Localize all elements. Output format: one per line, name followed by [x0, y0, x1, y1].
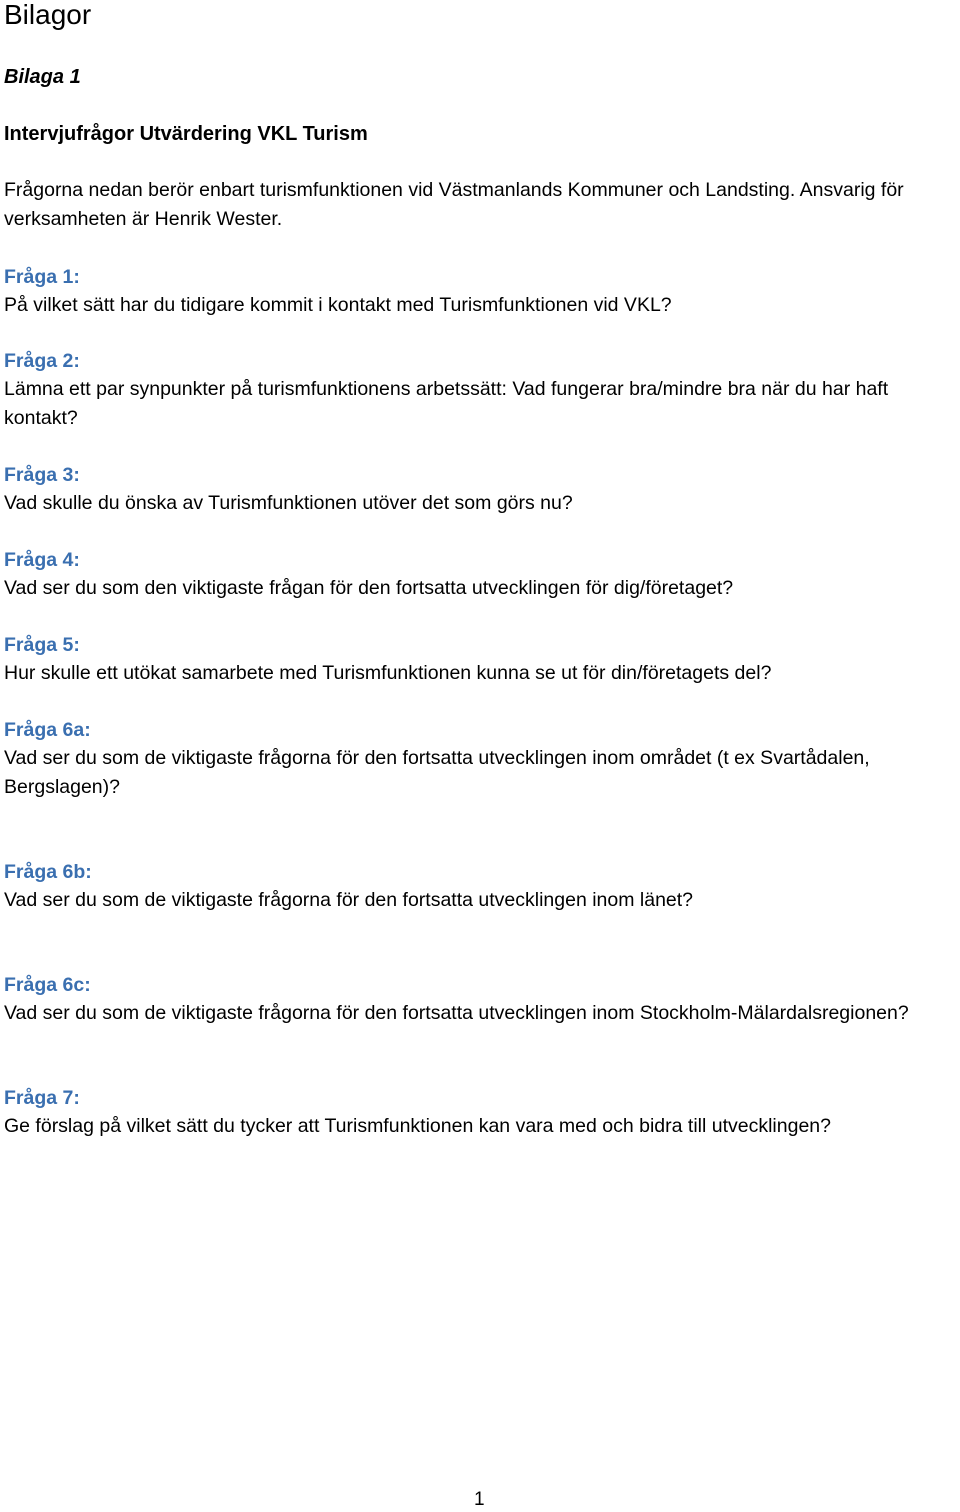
- question-5: [4, 631, 956, 688]
- question-label: Fråga 7:: [4, 1087, 80, 1109]
- question-text: Vad skulle du önska av Turismfunktionen utöver det som görs nu?: [4, 492, 573, 514]
- question-text: På vilket sätt har du tidigare kommit i kontakt med Turismfunktionen vid VKL?: [4, 294, 672, 316]
- question-2: [4, 347, 956, 433]
- question-4: [4, 546, 956, 603]
- question-1: [4, 263, 956, 320]
- question-6b: [4, 858, 956, 915]
- page-number: 1: [474, 1489, 485, 1510]
- question-text: Vad ser du som de viktigaste frågorna för den fortsatta utvecklingen inom området (t ex Svartådalen, Bergslagen)?: [4, 747, 870, 798]
- question-label: Fråga 4:: [4, 549, 80, 571]
- question-label: Fråga 1:: [4, 266, 80, 288]
- page-heading: Bilagor: [4, 0, 92, 30]
- question-label: Fråga 5:: [4, 634, 80, 656]
- question-6c: [4, 971, 956, 1028]
- question-label: Fråga 6b:: [4, 861, 92, 883]
- question-3: [4, 461, 956, 518]
- question-text: Vad ser du som de viktigaste frågorna för den fortsatta utvecklingen inom Stockholm-Mälardalsregionen?: [4, 1002, 909, 1024]
- question-text: Ge förslag på vilket sätt du tycker att Turismfunktionen kan vara med och bidra till utvecklingen?: [4, 1115, 831, 1137]
- appendix-title: Bilaga 1: [4, 66, 81, 88]
- question-text: Vad ser du som de viktigaste frågorna för den fortsatta utvecklingen inom länet?: [4, 889, 694, 911]
- question-label: Fråga 6a:: [4, 719, 91, 741]
- intro-paragraph: Frågorna nedan berör enbart turismfunktionen vid Västmanlands Kommuner och Landsting. Ansvarig för verksamheten är Henrik Wester.: [4, 179, 904, 230]
- question-label: Fråga 2:: [4, 350, 80, 372]
- question-label: Fråga 6c:: [4, 974, 91, 996]
- document-title: Intervjufrågor Utvärdering VKL Turism: [4, 123, 368, 145]
- question-text: Lämna ett par synpunkter på turismfunktionens arbetssätt: Vad fungerar bra/mindre bra när du har haft kontakt?: [4, 378, 889, 429]
- question-text: Vad ser du som den viktigaste frågan för den fortsatta utvecklingen för dig/företaget?: [4, 577, 734, 599]
- question-7: [4, 1084, 956, 1141]
- question-6a: [4, 716, 956, 802]
- question-text: Hur skulle ett utökat samarbete med Turismfunktionen kunna se ut för din/företagets del?: [4, 662, 772, 684]
- question-label: Fråga 3:: [4, 464, 80, 486]
